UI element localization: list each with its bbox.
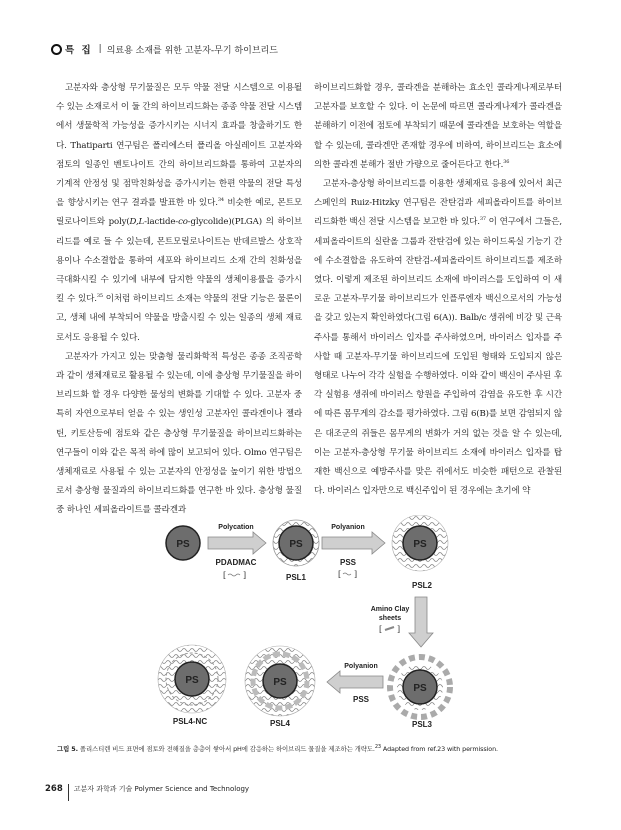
core-label: PS <box>185 675 199 686</box>
reference-marker: 23 <box>374 743 381 750</box>
psl3-particle <box>390 657 450 717</box>
step2-bottom-label: PSS <box>339 558 357 567</box>
step3-top2-label: sheets <box>378 615 402 622</box>
bracket-close: ] <box>354 570 358 579</box>
paragraph: 고분자가 가지고 있는 맞춤형 물리화학적 특성은 종종 조직공학과 같이 생체재료로 활용될 수 있는데, 이에 층상형 무기물질을 하이브리드화 할 경우 다양한 물성의 변화를 기대할 수 있다. 고분자 중 특히 자연으로부터 얻을 수 있는 생인성 고분자인 콜라겐이나 젤라틴, 키토산등에 점토와 같은 층상형 무기물질을 하이브리드화하는 연구들이 이와 같은 목적 하에 많이 보고되어 있다. Olmo 연구팀은 생체재료로 사용될 수 있는 고분자의 안정성을 높이기 위한 방법으로서 층상형 물질과의 하이브리드화를 연구한 바 있다. 층상형 물질 중 하나인 세피올라이트를 콜라겐과 <box>56 351 302 516</box>
caption-tail: Adapted from ref.23 with permission. <box>380 745 498 753</box>
step4-top-label: Polyanion <box>344 663 378 670</box>
bare-ps-particle <box>166 526 200 560</box>
reference-marker: 34 <box>217 197 224 204</box>
step1-top-label: Polycation <box>218 524 254 531</box>
paragraph-text: 하이브리드화할 경우, 콜라겐을 분해하는 효소인 콜라게나제로부터 고분자를 보호할 수 있다. 이 논문에 따르면 콜라게나제가 콜라겐을 분해하기 이전에 점토에 부착되기 때문에 콜라겐을 보호하는 역할을 할 수 있는데, 콜라겐만 존재할 경우에 비하여, 하이브리드는 효소에 의한 콜라겐 분해가 절반 가량으로 줄어든다고 한다. <box>314 83 562 170</box>
paragraph <box>314 175 562 501</box>
italic-text: co <box>178 217 188 228</box>
polymer-chain-icon <box>228 574 240 576</box>
bracket-open: [ <box>338 570 342 579</box>
bracket-open: [ <box>223 571 227 580</box>
step1-bottom-label: PDADMAC <box>215 558 257 567</box>
core-label: PS <box>273 677 287 688</box>
core-label: PS <box>176 539 190 550</box>
figure-5-schematic <box>150 515 480 730</box>
reference-marker: 35 <box>96 293 103 300</box>
paragraph-text: -lactide- <box>144 217 179 228</box>
footer-divider <box>68 784 69 801</box>
step3-top-label: Amino Clay <box>370 606 410 613</box>
paragraph-text: 고분자와 층상형 무기물질은 모두 약물 전달 시스템으로 이용될 수 있는 소재로서 이 둘 간의 하이브리드화는 종종 약물 전달 시스템에서 생물학적 가능성을 증가시키는 시너지 효과를 창출하기도 한다. Thatiparti 연구팀은 폴리에스터 폴리올 아실레이트 고분자와 점토의 일종인 벤토나이트 간의 하이브리드화를 통하여 고분자의 기계적 안정성 및 점막친화성을 증가시키는 한편 약물의 전달 특성을 향상시키는 연구 결과를 발표한 바 있다. <box>56 83 302 209</box>
psl4-particle <box>245 646 315 716</box>
psl4-nc-label: PSL4-NC <box>172 717 208 726</box>
bracket-close: ] <box>243 571 247 580</box>
right-column <box>314 79 562 501</box>
bracket-open: [ <box>379 625 383 634</box>
paragraph <box>56 79 302 348</box>
bracket-close: ] <box>397 625 401 634</box>
step4-bottom-label: PSS <box>352 695 370 704</box>
circle-bullet-icon <box>51 44 62 55</box>
reference-marker: 36 <box>503 158 510 165</box>
core-label: PS <box>413 539 427 550</box>
psl3-label: PSL3 <box>411 720 433 729</box>
psl4-label: PSL4 <box>269 719 291 728</box>
page-number: 268 <box>45 783 63 794</box>
psl4-nc-particle <box>158 645 226 713</box>
paragraph-text: 이 연구에서 그들은, 세피올라이트의 실란올 그룹과 잔탄검에 있는 하이드록실 기능기 간에 수소결합을 유도하여 잔탄검-세피올라이트 하이브리드를 제조하였다. 이렇게 제조된 하이브리드 소재에 바이러스를 도입하여 이 새로운 고분자-무기물 하이브리드가 인플루엔자 백신으로서의 가능성을 갖고 있는지 확인하였다(그림 6(A)). Balb/c 생쥐에 비강 및 근육 주사를 통해서 바이러스 입자를 주사하였으며, 바이러스 입자를 주사할 때 고분자-무기물 하이브리드에 도입된 형태와 도입되지 않은 형태로 나누어 각각 실험을 수행하였다. 이와 같이 백신이 주사된 후 각 실험용 생쥐에 바이러스 항원을 주입하여 감염을 유도한 후 시간에 따른 몸무게의 감소를 평가하였다. 그림 6(B)를 보면 감염되지 않은 대조군의 쥐들은 몸무게의 변화가 거의 없는 것을 알 수 있는데, 이는 고분자-층상형 무기물 하이브리드 소재에 바이러스 입자를 탑재한 백신으로 예방주사를 맞은 쥐에서도 비슷한 패턴으로 관찰된다. 바이러스 입자만으로 백신주입이 된 경우에는 초기에 약 <box>314 217 562 497</box>
reference-marker: 37 <box>479 216 486 223</box>
psl1-label: PSL1 <box>285 573 307 582</box>
header-title: 의료용 소재를 위한 고분자-무기 하이브리드 <box>106 45 278 56</box>
figure-caption <box>57 744 577 753</box>
core-label: PS <box>289 539 303 550</box>
journal-name: 고분자 과학과 기술 Polymer Science and Technology <box>73 784 250 793</box>
left-column <box>56 79 302 521</box>
paragraph-text: 이처럼 하이브리드 소재는 약물의 전달 기능은 물론이고, 생체 내에 부착되어 약물을 방출시킬 수 있는 일종의 생체 재료로서도 응용될 수 있다. <box>56 294 302 343</box>
paragraph <box>314 79 562 175</box>
running-header <box>51 42 278 56</box>
polymer-chain-icon <box>343 573 351 575</box>
page-footer <box>45 776 249 801</box>
section-label: 특 집 <box>65 45 93 56</box>
italic-text: D,L <box>129 217 145 228</box>
caption-text: 폴리스티렌 비드 표면에 점토와 전해질을 층층이 쌓아서 pH에 감응하는 하이브리드 물질을 제조하는 개략도. <box>77 745 375 753</box>
psl1-particle <box>273 520 319 566</box>
psl2-label: PSL2 <box>411 581 433 590</box>
core-label: PS <box>413 683 427 694</box>
clay-sheet-icon <box>385 627 394 630</box>
step2-top-label: Polyanion <box>331 524 365 531</box>
paragraph-text: -glycolide)(PLGA) 의 하이브리드를 예로 들 수 있는데, 몬트모릴로나이트는 반데르발스 상호작용이나 수소결합을 통하여 세포와 하이브리드 소재 간의 친화성을 극대화시킬 수 있기에 내부에 담지한 약물의 생체이용률을 증가시킬 수 있다. <box>56 217 303 305</box>
caption-label: 그림 5. <box>57 745 78 753</box>
arrow-down-amino-clay <box>409 597 433 647</box>
header-divider: | <box>98 44 102 54</box>
arrow-right-polycation <box>208 532 266 554</box>
arrow-left-polyanion <box>327 671 383 693</box>
arrow-right-polyanion <box>322 532 385 554</box>
psl2-particle <box>392 515 448 571</box>
paragraph-text: 비슷한 예로, 몬트모릴로나이트와 poly( <box>56 198 302 228</box>
paragraph-text: 고분자-층상형 하이브리드를 이용한 생체재료 응용에 있어서 최근 스페인의 Ruiz-Hitzky 연구팀은 잔탄검과 세피올라이트를 하이브리드화한 백신 전달 시스템을 보고한 바 있다. <box>314 179 562 228</box>
